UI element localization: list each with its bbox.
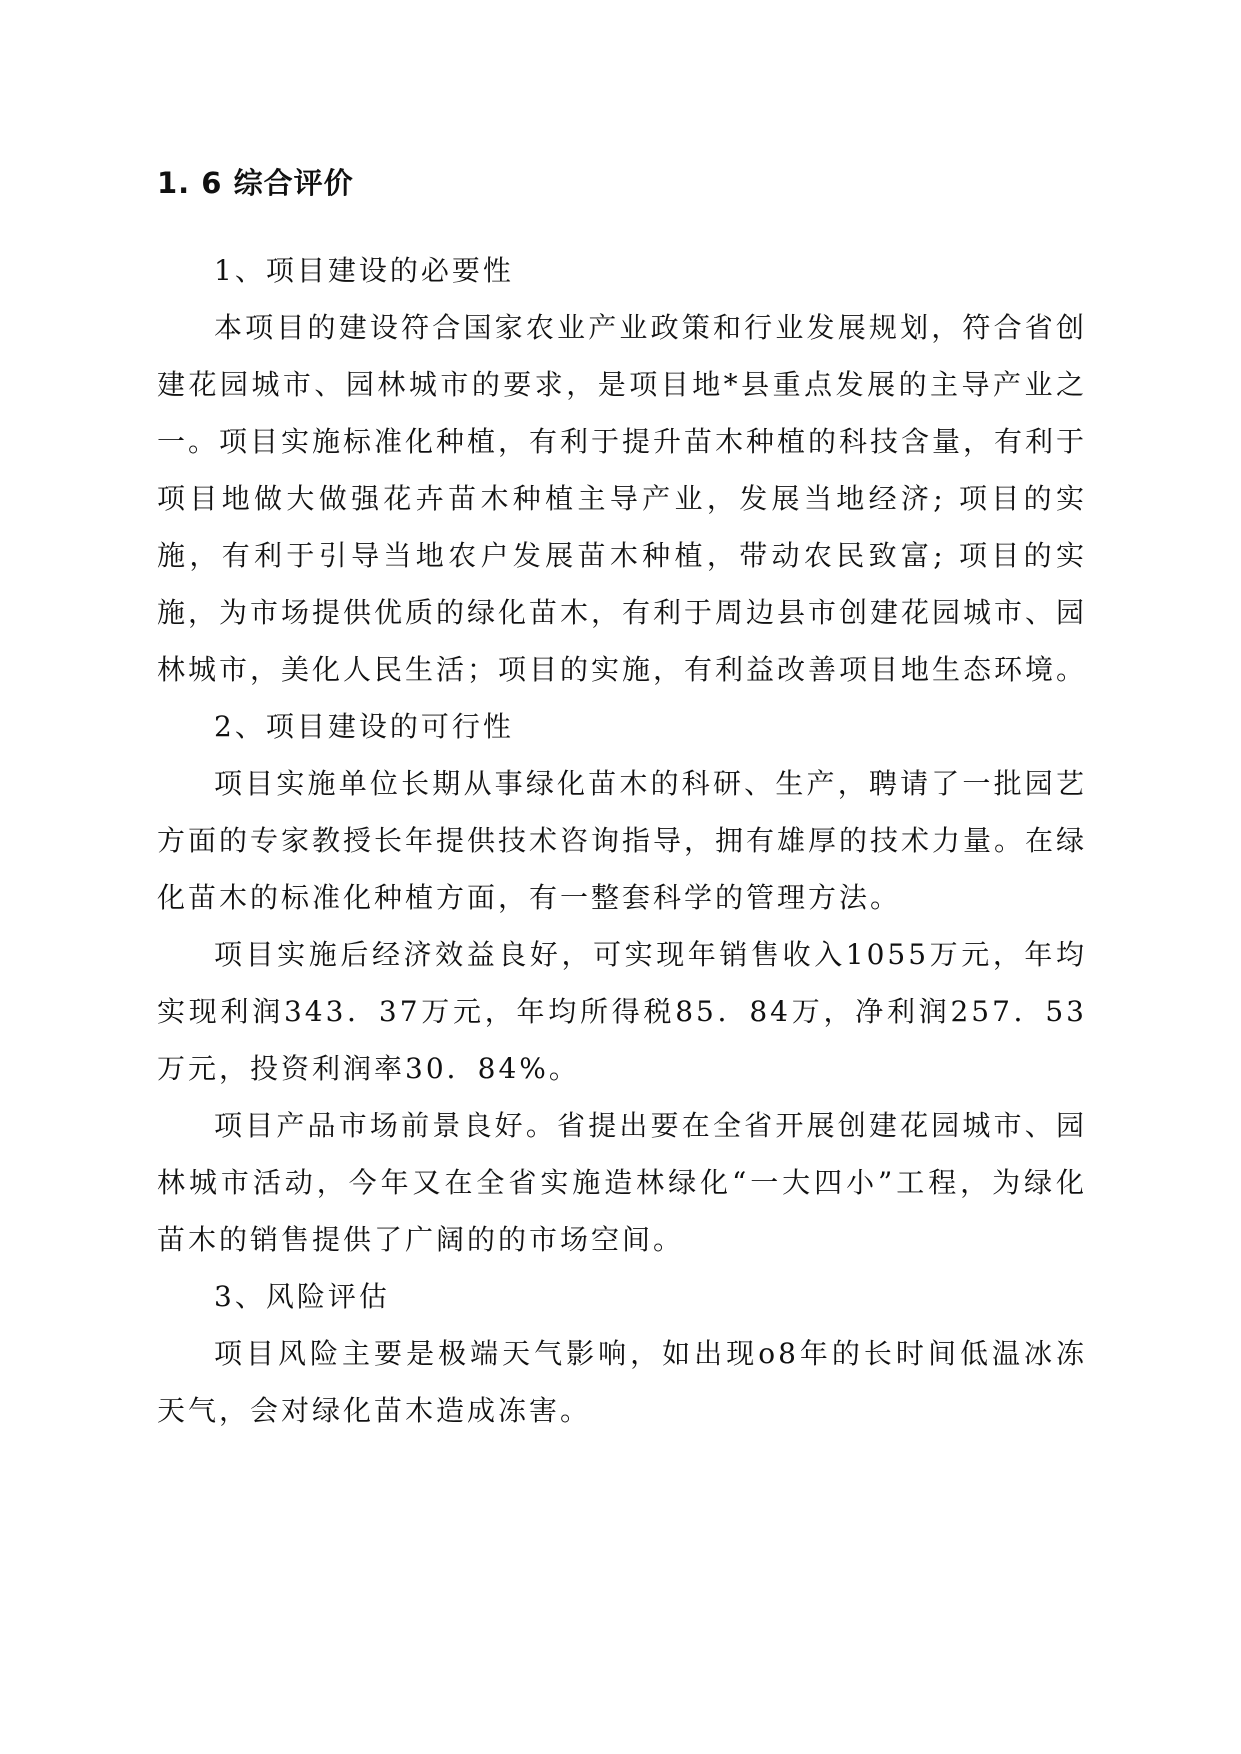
paragraph-market-outlook: 项目产品市场前景良好。省提出要在全省开展创建花园城市、园林城市活动，今年又在全省实施造林绿化“一大四小”工程，为绿化苗木的销售提供了广阔的的市场空间。 [157,1109,1087,1256]
paragraph-technical-strength: 项目实施单位长期从事绿化苗木的科研、生产，聘请了一批园艺方面的专家教授长年提供技术咨询指导，拥有雄厚的技术力量。在绿化苗木的标准化种植方面，有一整套科学的管理方法。 [157,767,1088,914]
document-body [157,162,1087,1439]
paragraph-economic-benefit: 项目实施后经济效益良好，可实现年销售收入1055万元，年均实现利润343．37万元，年均所得税85．84万，净利润257．53万元，投资利润率30．84%。 [157,938,1087,1085]
subheading-feasibility: 2、项目建设的可行性 [214,710,514,743]
paragraph-risk: 项目风险主要是极端天气影响，如出现o8年的长时间低温冰冻天气，会对绿化苗木造成冻害。 [157,1337,1087,1427]
subheading-risk: 3、风险评估 [214,1280,390,1313]
subheading-necessity: 1、项目建设的必要性 [214,254,514,287]
section-heading: 1. 6 综合评价 [157,166,354,200]
paragraph-necessity: 本项目的建设符合国家农业产业政策和行业发展规划，符合省创建花园城市、园林城市的要求，是项目地*县重点发展的主导产业之一。项目实施标准化种植，有利于提升苗木种植的科技含量，有利于项目地做大做强花卉苗木种植主导产业，发展当地经济; 项目的实施，有利于引导当地农户发展苗木种植，带动农民致富; 项目的实施，为市场提供优质的绿化苗木，有利于周边县市创建花园城市、园林城市，美化人民生活；项目的实施，有利益改善项目地生态环境。 [157,311,1088,686]
